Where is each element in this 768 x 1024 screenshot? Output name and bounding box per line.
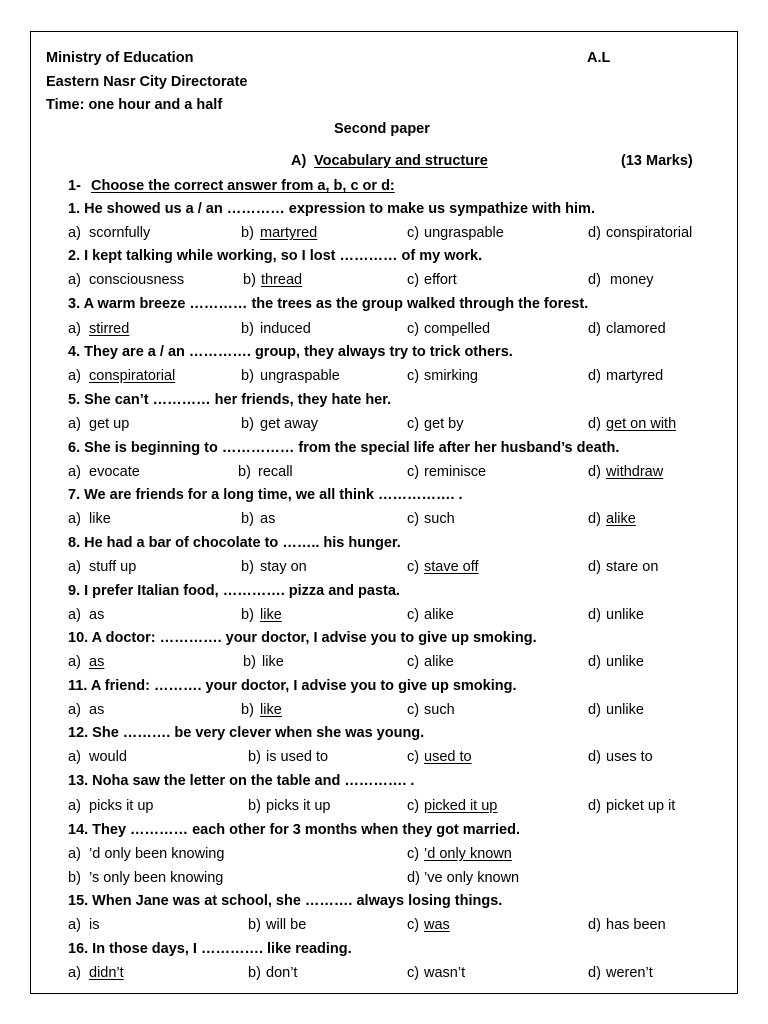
- question-3-option-b-label: b): [241, 321, 254, 337]
- question-2-option-c: effort: [424, 272, 457, 288]
- question-1-text: 1. He showed us a / an ………… expression to make us sympathize with him.: [68, 201, 595, 217]
- question-10-option-c: alike: [424, 654, 454, 670]
- paper-title: Second paper: [334, 121, 430, 137]
- question-6-option-d: withdraw: [606, 464, 664, 480]
- question-5-option-d: get on with: [606, 416, 677, 432]
- question-11-option-a: as: [89, 702, 105, 718]
- question-11-option-d-label: d): [588, 702, 601, 718]
- question-7-option-c-label: c): [407, 511, 420, 527]
- question-8-option-c: stave off: [424, 559, 479, 575]
- question-3-option-d-label: d): [588, 321, 601, 337]
- question-2-option-d: money: [610, 272, 654, 288]
- instruction-number: 1-: [68, 178, 81, 194]
- question-9-option-c: alike: [424, 607, 454, 623]
- question-5-option-c-label: c): [407, 416, 420, 432]
- question-1-option-b-label: b): [241, 225, 254, 241]
- question-9-option-d-label: d): [588, 607, 601, 623]
- question-8-option-d-label: d): [588, 559, 601, 575]
- question-5-option-d-label: d): [588, 416, 601, 432]
- question-10-option-c-label: c): [407, 654, 420, 670]
- question-16-option-a-label: a): [68, 965, 81, 981]
- question-12-option-a: would: [89, 749, 127, 765]
- question-12-option-c: used to: [424, 749, 472, 765]
- question-1-option-a-label: a): [68, 225, 81, 241]
- question-8-text: 8. He had a bar of chocolate to …….. his hunger.: [68, 535, 401, 551]
- question-15-option-b-label: b): [248, 917, 261, 933]
- question-9-option-b: like: [260, 607, 282, 623]
- question-2-text: 2. I kept talking while working, so I lost ………… of my work.: [68, 248, 483, 264]
- question-3-option-c-label: c): [407, 321, 420, 337]
- question-4-option-d: martyred: [606, 368, 664, 384]
- question-9-option-c-label: c): [407, 607, 420, 623]
- question-5-option-b-label: b): [241, 416, 254, 432]
- question-4-option-a: conspiratorial: [89, 368, 176, 384]
- exam-time: Time: one hour and a half: [46, 97, 223, 113]
- question-13-option-c: picked it up: [424, 798, 498, 814]
- question-12-option-a-label: a): [68, 749, 81, 765]
- question-10-option-d-label: d): [588, 654, 601, 670]
- question-10-text: 10. A doctor: …………. your doctor, I advise you to give up smoking.: [68, 630, 537, 646]
- question-10-option-d: unlike: [606, 654, 644, 670]
- question-16-option-b: don’t: [266, 965, 298, 981]
- question-13-option-d: picket up it: [606, 798, 676, 814]
- section-marks: (13 Marks): [621, 153, 693, 169]
- ministry-name: Ministry of Education: [46, 50, 194, 66]
- question-7-text: 7. We are friends for a long time, we all think ……………. .: [68, 487, 463, 503]
- question-2-option-d-label: d): [588, 272, 601, 288]
- question-8-option-b: stay on: [260, 559, 307, 575]
- question-9-option-b-label: b): [241, 607, 254, 623]
- question-1-option-d: conspiratorial: [606, 225, 693, 241]
- question-9-option-d: unlike: [606, 607, 644, 623]
- question-5-option-b: get away: [260, 416, 319, 432]
- question-5-text: 5. She can’t ………… her friends, they hate her.: [68, 392, 392, 408]
- question-3-text: 3. A warm breeze ………… the trees as the group walked through the forest.: [68, 296, 589, 312]
- question-9-option-a-label: a): [68, 607, 81, 623]
- question-9-text: 9. I prefer Italian food, …………. pizza and pasta.: [68, 583, 400, 599]
- question-10-option-b-label: b): [243, 654, 256, 670]
- question-8-option-c-label: c): [407, 559, 420, 575]
- question-15-option-d: has been: [606, 917, 666, 933]
- question-11-option-a-label: a): [68, 702, 81, 718]
- question-13-option-c-label: c): [407, 798, 420, 814]
- question-13-option-b: picks it up: [266, 798, 331, 814]
- question-11-option-b: like: [260, 702, 282, 718]
- question-15-option-d-label: d): [588, 917, 601, 933]
- q14-option-d-label: d): [407, 870, 420, 886]
- question-11-option-c: such: [424, 702, 455, 718]
- question-10-option-a-label: a): [68, 654, 81, 670]
- question-12-option-d-label: d): [588, 749, 601, 765]
- question-14-text: 14. They ………… each other for 3 months when they got married.: [68, 822, 520, 838]
- question-8-option-b-label: b): [241, 559, 254, 575]
- question-11-option-d: unlike: [606, 702, 644, 718]
- question-16-option-b-label: b): [248, 965, 261, 981]
- question-8-option-d: stare on: [606, 559, 659, 575]
- question-6-option-b-label: b): [238, 464, 251, 480]
- question-2-option-a: consciousness: [89, 272, 185, 288]
- question-15-text: 15. When Jane was at school, she ………. always losing things.: [68, 893, 503, 909]
- question-15-option-a-label: a): [68, 917, 81, 933]
- level-label: A.L: [587, 50, 611, 66]
- question-7-option-a: like: [89, 511, 111, 527]
- q14-option-c: ’d only known: [424, 846, 512, 862]
- directorate-name: Eastern Nasr City Directorate: [46, 74, 248, 90]
- question-3-option-c: compelled: [424, 321, 491, 337]
- question-16-text: 16. In those days, I …………. like reading.: [68, 941, 352, 957]
- section-letter: A): [291, 153, 307, 169]
- question-13-option-a-label: a): [68, 798, 81, 814]
- question-7-option-d-label: d): [588, 511, 601, 527]
- question-13-option-b-label: b): [248, 798, 261, 814]
- question-1-option-d-label: d): [588, 225, 601, 241]
- question-1-option-c: ungraspable: [424, 225, 504, 241]
- question-15-option-c-label: c): [407, 917, 420, 933]
- question-1-option-b: martyred: [260, 225, 318, 241]
- q14-option-b-label: b): [68, 870, 81, 886]
- q14-option-d: ’ve only known: [424, 870, 520, 886]
- question-7-option-b: as: [260, 511, 276, 527]
- question-6-option-a: evocate: [89, 464, 140, 480]
- question-1-option-c-label: c): [407, 225, 420, 241]
- question-3-option-a-label: a): [68, 321, 81, 337]
- question-7-option-b-label: b): [241, 511, 254, 527]
- instruction-text: Choose the correct answer from a, b, c or d:: [91, 178, 395, 194]
- question-12-option-c-label: c): [407, 749, 420, 765]
- question-16-option-d-label: d): [588, 965, 601, 981]
- q14-option-c-label: c): [407, 846, 420, 862]
- question-10-option-b: like: [262, 654, 284, 670]
- question-15-option-b: will be: [266, 917, 307, 933]
- question-16-option-c-label: c): [407, 965, 420, 981]
- question-2-option-a-label: a): [68, 272, 81, 288]
- question-15-option-c: was: [424, 917, 450, 933]
- question-13-text: 13. Noha saw the letter on the table and …………. .: [68, 773, 415, 789]
- q14-option-a: ’d only been knowing: [89, 846, 225, 862]
- question-11-option-c-label: c): [407, 702, 420, 718]
- question-6-option-a-label: a): [68, 464, 81, 480]
- question-9-option-a: as: [89, 607, 105, 623]
- question-4-option-c: smirking: [424, 368, 478, 384]
- question-12-option-b: is used to: [266, 749, 329, 765]
- question-5-option-a-label: a): [68, 416, 81, 432]
- question-6-option-d-label: d): [588, 464, 601, 480]
- question-15-option-a: is: [89, 917, 100, 933]
- question-6-option-c: reminisce: [424, 464, 487, 480]
- q14-option-a-label: a): [68, 846, 81, 862]
- question-4-text: 4. They are a / an …………. group, they always try to trick others.: [68, 344, 513, 360]
- question-6-text: 6. She is beginning to …………… from the special life after her husband’s death.: [68, 440, 620, 456]
- question-3-option-b: induced: [260, 321, 311, 337]
- question-3-option-a: stirred: [89, 321, 130, 337]
- question-5-option-c: get by: [424, 416, 464, 432]
- question-16-option-d: weren’t: [606, 965, 653, 981]
- question-6-option-c-label: c): [407, 464, 420, 480]
- question-12-text: 12. She ………. be very clever when she was young.: [68, 725, 425, 741]
- question-3-option-d: clamored: [606, 321, 666, 337]
- question-13-option-a: picks it up: [89, 798, 154, 814]
- question-11-option-b-label: b): [241, 702, 254, 718]
- question-6-option-b: recall: [258, 464, 293, 480]
- question-16-option-a: didn’t: [89, 965, 124, 981]
- question-8-option-a-label: a): [68, 559, 81, 575]
- question-4-option-c-label: c): [407, 368, 420, 384]
- question-10-option-a: as: [89, 654, 105, 670]
- question-8-option-a: stuff up: [89, 559, 137, 575]
- q14-option-b: ’s only been knowing: [89, 870, 224, 886]
- section-title: Vocabulary and structure: [314, 153, 488, 169]
- question-7-option-d: alike: [606, 511, 636, 527]
- question-13-option-d-label: d): [588, 798, 601, 814]
- question-7-option-a-label: a): [68, 511, 81, 527]
- question-16-option-c: wasn’t: [424, 965, 466, 981]
- question-4-option-b-label: b): [241, 368, 254, 384]
- question-2-option-c-label: c): [407, 272, 420, 288]
- question-4-option-d-label: d): [588, 368, 601, 384]
- question-2-option-b: thread: [261, 272, 303, 288]
- question-4-option-b: ungraspable: [260, 368, 340, 384]
- question-5-option-a: get up: [89, 416, 130, 432]
- question-7-option-c: such: [424, 511, 455, 527]
- question-12-option-d: uses to: [606, 749, 653, 765]
- question-1-option-a: scornfully: [89, 225, 151, 241]
- question-12-option-b-label: b): [248, 749, 261, 765]
- question-4-option-a-label: a): [68, 368, 81, 384]
- question-11-text: 11. A friend: ………. your doctor, I advise you to give up smoking.: [68, 678, 517, 694]
- question-2-option-b-label: b): [243, 272, 256, 288]
